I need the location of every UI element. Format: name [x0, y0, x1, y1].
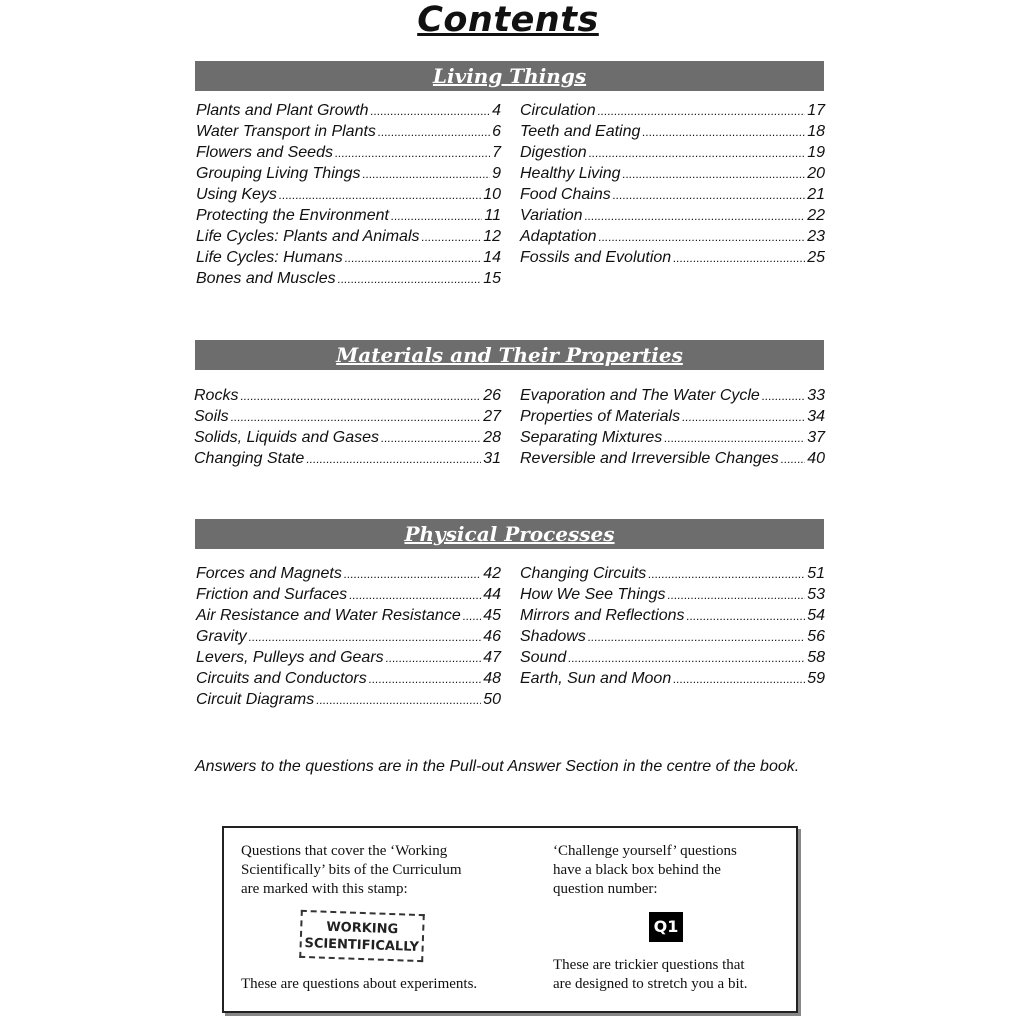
toc-entry-page: 27	[483, 408, 501, 425]
toc-entry-title: Circuit Diagrams	[196, 691, 315, 708]
toc-entry[interactable]	[520, 563, 825, 584]
toc-entry-title: Digestion	[520, 144, 587, 161]
toc-entry-page: 34	[807, 408, 825, 425]
toc-entry[interactable]	[196, 268, 501, 289]
toc-entry[interactable]	[196, 647, 501, 668]
toc-entry-page: 59	[807, 670, 825, 687]
toc-entry-title: Sound	[520, 649, 567, 666]
answers-note: Answers to the questions are in the Pull-out Answer Section in the centre of the book.	[195, 758, 800, 775]
working-scientifically-stamp	[299, 910, 425, 962]
toc-entry-page: 46	[483, 628, 501, 645]
challenge-line: question number:	[553, 881, 658, 897]
toc-entry-page: 28	[483, 429, 501, 446]
toc-entry-page: 33	[807, 387, 825, 404]
toc-entry[interactable]	[520, 605, 825, 626]
toc-entry-title: Shadows	[520, 628, 586, 645]
working-footer: These are questions about experiments.	[241, 976, 478, 992]
toc-entry-page: 7	[492, 144, 501, 161]
toc-column-materials-right	[520, 385, 825, 469]
toc-entry[interactable]	[196, 689, 501, 710]
toc-entry[interactable]	[196, 142, 501, 163]
toc-entry-title: Solids, Liquids and Gases	[194, 429, 379, 446]
challenge-line: have a black box behind the	[553, 862, 721, 878]
toc-entry-page: 45	[483, 607, 501, 624]
toc-entry[interactable]	[196, 605, 501, 626]
toc-entry[interactable]	[520, 121, 825, 142]
challenge-line: ‘Challenge yourself’ questions	[553, 843, 737, 859]
toc-entry[interactable]	[520, 226, 825, 247]
toc-entry[interactable]	[520, 584, 825, 605]
toc-entry-title: Gravity	[196, 628, 247, 645]
toc-entry[interactable]	[520, 142, 825, 163]
toc-entry[interactable]	[520, 205, 825, 226]
toc-entry[interactable]	[520, 626, 825, 647]
toc-entry[interactable]	[196, 226, 501, 247]
toc-entry[interactable]	[196, 163, 501, 184]
toc-entry-title: Flowers and Seeds	[196, 144, 333, 161]
stamp-line: SCIENTIFICALLY	[304, 936, 420, 955]
toc-entry-page: 12	[483, 228, 501, 245]
toc-entry-title: Reversible and Irreversible Changes	[520, 450, 779, 467]
toc-entry-title: Forces and Magnets	[196, 565, 342, 582]
toc-entry[interactable]	[194, 406, 501, 427]
toc-entry-title: Friction and Surfaces	[196, 586, 348, 603]
toc-entry[interactable]	[196, 121, 501, 142]
toc-entry-page: 47	[483, 649, 501, 666]
toc-entry[interactable]	[520, 668, 825, 689]
toc-entry[interactable]	[196, 668, 501, 689]
toc-entry-page: 44	[483, 586, 501, 603]
working-line: are marked with this stamp:	[241, 881, 408, 897]
section-heading-materials: Materials and Their Properties	[195, 340, 824, 370]
toc-entry-title: How We See Things	[520, 586, 666, 603]
toc-entry-page: 18	[807, 123, 825, 140]
toc-entry-title: Changing State	[194, 450, 305, 467]
toc-entry-page: 4	[492, 102, 501, 119]
toc-entry[interactable]	[194, 427, 501, 448]
page-title: Contents	[417, 0, 599, 40]
challenge-footer-line: These are trickier questions that	[553, 957, 745, 973]
toc-entry[interactable]	[196, 247, 501, 268]
toc-entry-title: Soils	[194, 408, 229, 425]
toc-entry[interactable]	[196, 100, 501, 121]
toc-entry-title: Protecting the Environment	[196, 207, 389, 224]
toc-entry[interactable]	[194, 385, 501, 406]
toc-entry-title: Using Keys	[196, 186, 277, 203]
toc-entry-title: Properties of Materials	[520, 408, 681, 425]
toc-entry-title: Grouping Living Things	[196, 165, 361, 182]
toc-column-materials-left	[194, 385, 501, 469]
toc-entry-page: 56	[807, 628, 825, 645]
toc-entry[interactable]	[520, 406, 825, 427]
toc-entry-title: Levers, Pulleys and Gears	[196, 649, 384, 666]
toc-entry-title: Air Resistance and Water Resistance	[196, 607, 461, 624]
toc-entry-page: 23	[807, 228, 825, 245]
toc-entry[interactable]	[196, 205, 501, 226]
toc-entry-page: 9	[492, 165, 501, 182]
toc-entry-title: Variation	[520, 207, 583, 224]
section-heading-living-things: Living Things	[195, 61, 824, 91]
toc-entry-page: 40	[807, 450, 825, 467]
toc-entry-title: Changing Circuits	[520, 565, 647, 582]
toc-entry-title: Life Cycles: Plants and Animals	[196, 228, 420, 245]
toc-entry-page: 15	[483, 270, 501, 287]
toc-entry[interactable]	[520, 100, 825, 121]
toc-entry-title: Teeth and Eating	[520, 123, 641, 140]
toc-entry-page: 25	[807, 249, 825, 266]
toc-entry-page: 53	[807, 586, 825, 603]
toc-entry-page: 19	[807, 144, 825, 161]
toc-entry[interactable]	[520, 184, 825, 205]
toc-entry[interactable]	[196, 584, 501, 605]
toc-entry-page: 10	[483, 186, 501, 203]
toc-entry-page: 50	[483, 691, 501, 708]
stamp-line: WORKING	[326, 919, 399, 938]
section-heading-physical-processes: Physical Processes	[195, 519, 824, 549]
challenge-footer-line: are designed to stretch you a bit.	[553, 976, 748, 992]
toc-entry-page: 20	[807, 165, 825, 182]
toc-entry-title: Bones and Muscles	[196, 270, 336, 287]
working-line: Scientifically’ bits of the Curriculum	[241, 862, 462, 878]
challenge-question-badge: Q1	[649, 912, 683, 942]
toc-entry[interactable]	[194, 448, 501, 469]
toc-entry-page: 17	[807, 102, 825, 119]
toc-entry-title: Food Chains	[520, 186, 611, 203]
toc-entry-page: 6	[492, 123, 501, 140]
toc-entry-title: Healthy Living	[520, 165, 621, 182]
toc-entry[interactable]	[520, 427, 825, 448]
toc-entry[interactable]	[196, 563, 501, 584]
toc-column-physical-right	[520, 563, 825, 689]
toc-entry-title: Circulation	[520, 102, 596, 119]
toc-entry-title: Fossils and Evolution	[520, 249, 672, 266]
toc-entry[interactable]	[196, 626, 501, 647]
toc-entry[interactable]	[196, 184, 501, 205]
toc-entry-page: 48	[483, 670, 501, 687]
toc-entry-page: 58	[807, 649, 825, 666]
toc-entry-page: 37	[807, 429, 825, 446]
working-scientifically-description	[241, 842, 462, 899]
toc-entry[interactable]	[520, 385, 825, 406]
toc-entry-title: Earth, Sun and Moon	[520, 670, 672, 687]
toc-entry-page: 26	[483, 387, 501, 404]
toc-entry[interactable]	[520, 163, 825, 184]
toc-column-physical-left	[196, 563, 501, 710]
toc-entry[interactable]	[520, 247, 825, 268]
toc-entry-title: Adaptation	[520, 228, 597, 245]
working-line: Questions that cover the ‘Working	[241, 843, 448, 859]
toc-entry-page: 31	[483, 450, 501, 467]
toc-entry-title: Plants and Plant Growth	[196, 102, 369, 119]
toc-column-living-things-right	[520, 100, 825, 268]
toc-entry-page: 14	[483, 249, 501, 266]
toc-entry-page: 54	[807, 607, 825, 624]
challenge-description	[553, 842, 737, 899]
toc-column-living-things-left	[196, 100, 501, 289]
toc-entry-page: 51	[807, 565, 825, 582]
challenge-footer	[553, 956, 748, 994]
info-box	[222, 826, 798, 1013]
toc-entry-page: 42	[483, 565, 501, 582]
toc-entry-title: Mirrors and Reflections	[520, 607, 685, 624]
toc-entry-title: Rocks	[194, 387, 239, 404]
toc-entry-page: 21	[807, 186, 825, 203]
toc-entry-page: 22	[807, 207, 825, 224]
toc-entry[interactable]	[520, 647, 825, 668]
toc-entry-page: 11	[484, 207, 501, 224]
toc-entry-title: Water Transport in Plants	[196, 123, 376, 140]
toc-entry-title: Life Cycles: Humans	[196, 249, 343, 266]
toc-entry-title: Separating Mixtures	[520, 429, 663, 446]
toc-entry[interactable]	[520, 448, 825, 469]
toc-entry-title: Evaporation and The Water Cycle	[520, 387, 760, 404]
toc-entry-title: Circuits and Conductors	[196, 670, 367, 687]
